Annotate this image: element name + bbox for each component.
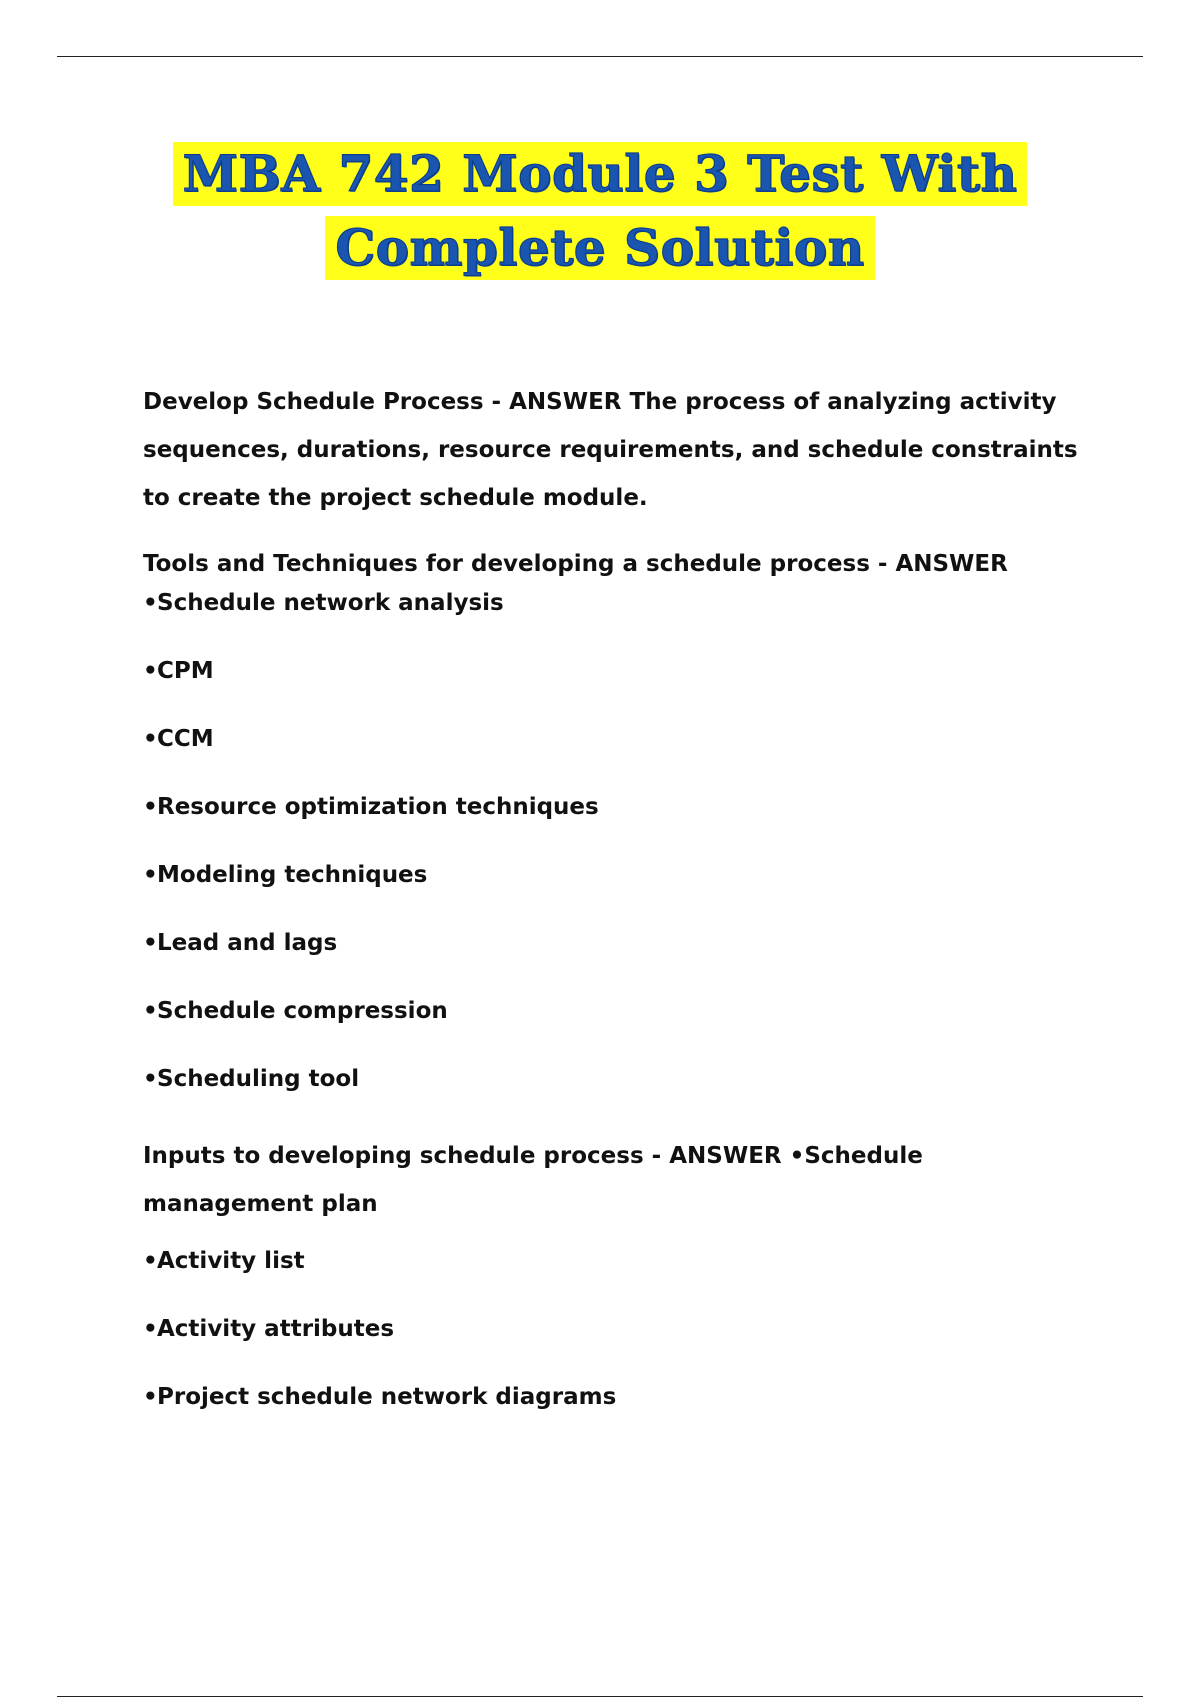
list-item: •CCM (143, 726, 214, 752)
list-item: •Modeling techniques (143, 862, 428, 888)
bullet-icon: • (143, 794, 158, 820)
bullet-icon: • (143, 590, 158, 616)
develop-schedule-paragraph: Develop Schedule Process - ANSWER The process of analyzing activity sequences, durations, resource requirements, and schedule constraints to create the project schedule module. (143, 389, 1078, 511)
title-line-1: MBA 742 Module 3 Test With (173, 142, 1028, 206)
bullet-icon: • (143, 1316, 158, 1342)
list-item: •Schedule compression (143, 998, 448, 1024)
bullet-icon: • (143, 862, 158, 888)
bullet-icon: • (143, 1248, 158, 1274)
list-item: •CPM (143, 658, 214, 684)
list-item: •Activity attributes (143, 1316, 395, 1342)
tools-heading: Tools and Techniques for developing a schedule process - ANSWER (143, 551, 1008, 577)
document-title (0, 142, 1200, 280)
document-body (143, 378, 1083, 1450)
title-line-2: Complete Solution (325, 216, 874, 280)
inputs-heading: Inputs to developing schedule process - ANSWER •Schedule management plan (143, 1143, 923, 1217)
bullet-icon: • (143, 658, 158, 684)
top-rule (57, 56, 1143, 57)
bottom-rule (57, 1696, 1143, 1697)
list-item: •Resource optimization techniques (143, 794, 599, 820)
list-item: •Scheduling tool (143, 1066, 360, 1092)
list-item: •Project schedule network diagrams (143, 1384, 617, 1410)
list-item: •Lead and lags (143, 930, 338, 956)
bullet-icon: • (143, 930, 158, 956)
list-item: •Schedule network analysis (143, 590, 504, 616)
bullet-icon: • (143, 1066, 158, 1092)
bullet-icon: • (143, 726, 158, 752)
list-item: •Activity list (143, 1248, 305, 1274)
bullet-icon: • (143, 998, 158, 1024)
bullet-icon: • (143, 1384, 158, 1410)
